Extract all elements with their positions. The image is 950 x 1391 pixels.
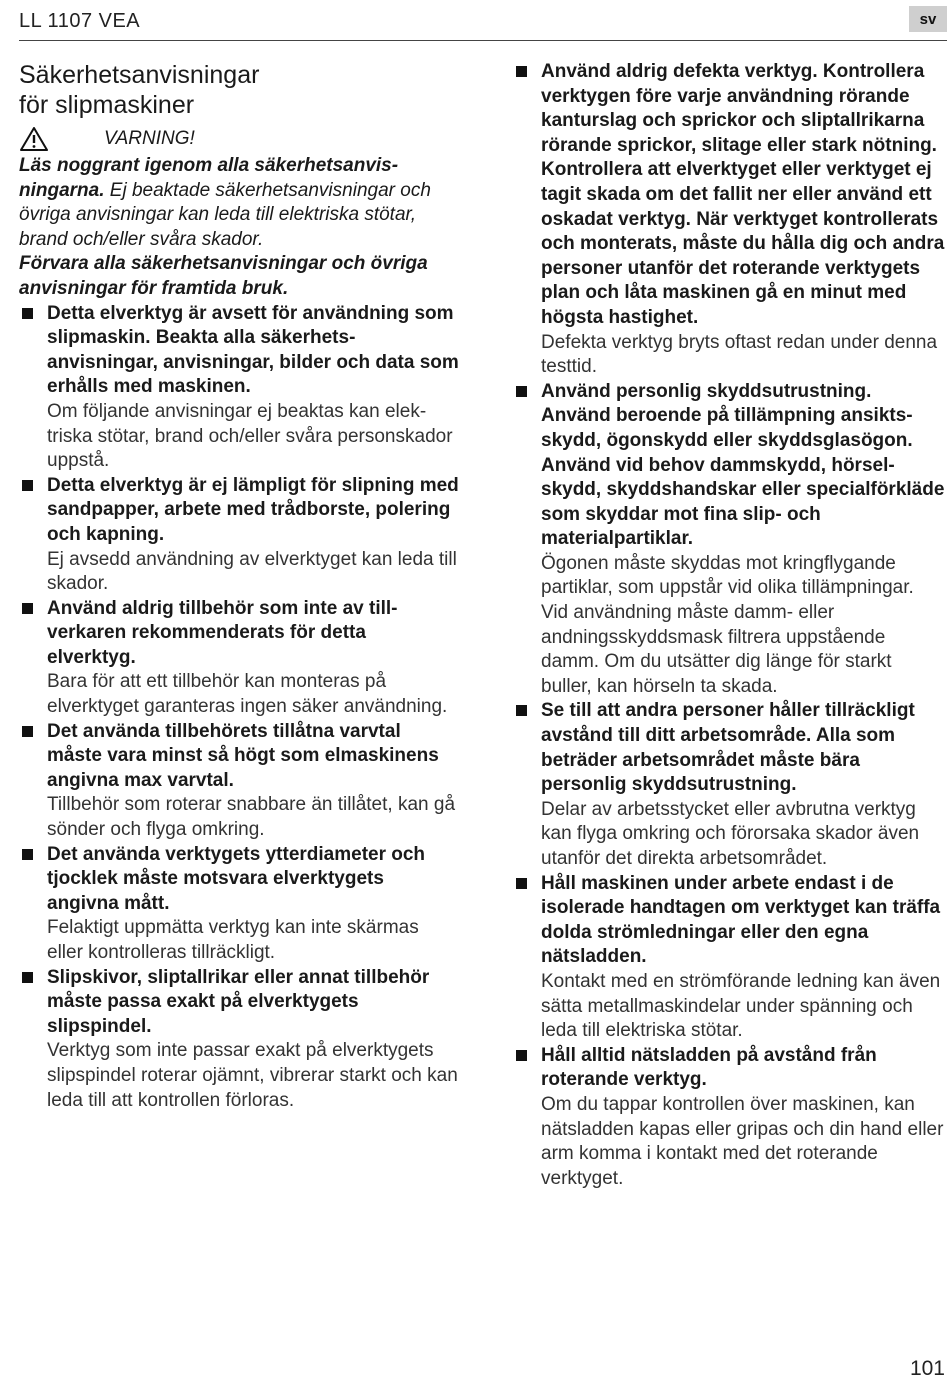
instruction-item [19, 474, 459, 597]
intro-paragraph [19, 154, 459, 252]
square-bullet-icon [22, 603, 33, 614]
square-bullet-icon [516, 1050, 527, 1061]
document-title: LL 1107 VEA [19, 10, 141, 32]
right-column [513, 60, 945, 1191]
language-badge: sv [909, 6, 947, 32]
instruction-heading: Detta elverktyg är ej lämpligt för slipning med sandpapper, arbete med trådborste, polering och kapning. [47, 474, 459, 545]
instruction-item [513, 380, 945, 700]
instruction-heading: Använd aldrig defekta verktyg. Kontrollera verktygen före varje användning rörande kanturslag och sprickor och sliptallrikarna rörande sprickor, slitage eller stark nötning. Kontrollera att elverktyget eller verktyget ej tagit skada om det fallit ner eller använd ett oskadat verktyg. När verktyget kontrollerats och monterats, måste du hålla dig och andra personer utanför det roterande verktygets plan och låta maskinen gå en minut med högsta hastighet. [541, 61, 945, 328]
header-divider [19, 40, 947, 41]
intro-text: Ej beaktade säkerhetsanvisningar och övriga anvisningar kan leda till elektriska stötar, brand och/eller svåra skador. [19, 179, 431, 250]
instruction-heading: Detta elverktyg är avsett för användning som slipmaskin. Beakta alla säkerhetsanvisningar, anvisningar, bilder och data som erhålls med maskinen. [47, 302, 459, 398]
instruction-detail: Ej avsedd användning av elverktyget kan leda till skador. [47, 548, 457, 595]
square-bullet-icon [22, 849, 33, 860]
instruction-heading: Använd aldrig tillbehör som inte av tillverkaren rekommenderats för detta elverktyg. [47, 597, 398, 668]
instruction-heading: Använd personlig skyddsutrustning. Använd beroende på tillämpning ansiktsskydd, ögonskydd eller skyddsglasögon. Använd vid behov dammskydd, hörselskydd, skyddshandskar eller specialförkläde som skyddar mot fina slip- och materialpartiklar. [541, 380, 945, 550]
instruction-item [513, 699, 945, 871]
intro-keep-instructions: Förvara alla säkerhetsanvisningar och övriga anvisningar för framtida bruk. [19, 253, 428, 299]
section-title [19, 60, 459, 120]
square-bullet-icon [22, 726, 33, 737]
instruction-heading: Det använda tillbehörets tillåtna varvtal måste vara minst så högt som elmaskinens angivna max varvtal. [47, 720, 439, 791]
instruction-item [19, 966, 459, 1114]
warning-label: VARNING! [104, 128, 195, 149]
instruction-item [513, 60, 945, 380]
instruction-item [513, 1044, 945, 1192]
instruction-heading: Slipskivor, sliptallrikar eller annat tillbehör måste passa exakt på elverktygets slipspindel. [47, 966, 430, 1037]
instruction-heading: Det använda verktygets ytterdiameter och tjocklek måste motsvara elverktygets angivna mått. [47, 843, 426, 914]
square-bullet-icon [516, 705, 527, 716]
square-bullet-icon [516, 386, 527, 397]
instruction-heading: Se till att andra personer håller tillräckligt avstånd till ditt arbetsområde. Alla som beträder arbetsområdet måste bära personlig skyddsutrustning. [541, 700, 915, 796]
page-number: 101 [909, 1357, 945, 1380]
instruction-item [513, 872, 945, 1044]
left-column [19, 60, 459, 1113]
instruction-detail: Om du tappar kontrollen över maskinen, kan nätsladden kapas eller gripas och din hand eller arm komma i kontakt med det roterande verktyget. [541, 1093, 944, 1189]
instruction-detail: Defekta verktyg bryts oftast redan under denna testtid. [541, 331, 938, 378]
square-bullet-icon [516, 66, 527, 77]
instruction-detail: Kontakt med en strömförande ledning kan även sätta metallmaskindelar under spänning och leda till elektriska stötar. [541, 970, 941, 1042]
instruction-item [19, 302, 459, 474]
instruction-detail: Verktyg som inte passar exakt på elverktygets slipspindel roterar ojämnt, vibrerar starkt och kan leda till att kontrollen förloras. [47, 1040, 458, 1111]
instruction-detail: Bara för att ett tillbehör kan monteras på elverktyget garanteras ingen säker användning. [47, 671, 448, 718]
instruction-detail: Tillbehör som roterar snabbare än tillåtet, kan gå sönder och flyga omkring. [47, 794, 456, 841]
warning-triangle-icon [19, 126, 49, 152]
intro-bold: Läs noggrant igenom alla säkerhetsanvisningarna. [19, 155, 399, 201]
instruction-detail: Felaktigt uppmätta verktyg kan inte skärmas eller kontrolleras tillräckligt. [47, 917, 419, 963]
square-bullet-icon [22, 480, 33, 491]
square-bullet-icon [22, 308, 33, 319]
instruction-heading: Håll alltid nätsladden på avstånd från roterande verktyg. [541, 1044, 877, 1091]
left-instruction-list [19, 302, 459, 1114]
instruction-item [19, 720, 459, 843]
instruction-detail: Ögonen måste skyddas mot kringflygande partiklar, som uppstår vid olika tillämpningar. Vid användning måste damm- eller andningsskyddsmask filtrera uppstående damm. Om du utsätter dig länge för starkt buller, kan hörseln ta skada. [541, 552, 914, 697]
section-title-line2: för slipmaskiner [19, 91, 195, 119]
square-bullet-icon [516, 878, 527, 889]
instruction-heading: Håll maskinen under arbete endast i de isolerade handtagen om verktyget kan träffa dolda strömledningar eller den egna nätsladden. [541, 872, 941, 968]
instruction-item [19, 843, 459, 966]
instruction-detail: Om följande anvisningar ej beaktas kan elektriska stötar, brand och/eller svåra personskador uppstå. [47, 400, 453, 472]
right-instruction-list [513, 60, 945, 1191]
square-bullet-icon [22, 972, 33, 983]
instruction-item [19, 597, 459, 720]
instruction-detail: Delar av arbetsstycket eller avbrutna verktyg kan flyga omkring och förorsaka skador även utanför det direkta arbetsområdet. [541, 798, 920, 869]
section-title-line1: Säkerhetsanvisningar [19, 61, 260, 89]
warning-heading [19, 124, 459, 154]
